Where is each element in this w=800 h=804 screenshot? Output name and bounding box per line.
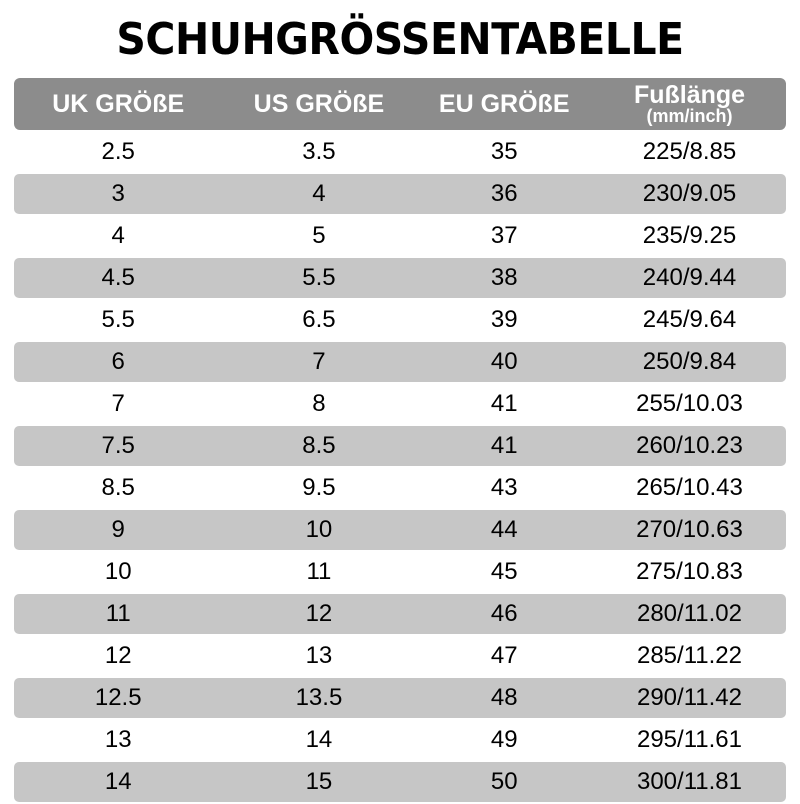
table-cell: 4.5: [14, 258, 222, 298]
table-cell: 40: [415, 342, 593, 382]
column-header-foot-length-label: Fußlänge: [633, 80, 746, 109]
table-cell: 13.5: [222, 678, 415, 718]
table-cell: 45: [415, 552, 593, 592]
table-row: [14, 636, 786, 676]
table-cell: 6: [14, 342, 222, 382]
table-cell: 39: [415, 300, 593, 340]
table-cell: 14: [222, 720, 415, 760]
table-row: [14, 510, 786, 550]
table-cell: 37: [415, 216, 593, 256]
table-cell: 7: [222, 342, 415, 382]
table-cell: 50: [415, 762, 593, 802]
table-header: [14, 78, 786, 130]
table-cell: 2.5: [14, 132, 222, 172]
table-cell: 9.5: [222, 468, 415, 508]
table-cell: 10: [14, 552, 222, 592]
table-cell: 49: [415, 720, 593, 760]
table-cell: 240/9.44: [593, 258, 786, 298]
column-header-us-label: US GRÖßE: [253, 89, 385, 118]
size-conversion-table: [14, 76, 786, 804]
table-cell: 43: [415, 468, 593, 508]
column-header-eu-label: EU GRÖßE: [438, 89, 570, 118]
table-row: [14, 426, 786, 466]
table-row: [14, 468, 786, 508]
table-cell: 12.5: [14, 678, 222, 718]
table-row: [14, 342, 786, 382]
table-cell: 5.5: [222, 258, 415, 298]
table-row: [14, 384, 786, 424]
table-cell: 3: [14, 174, 222, 214]
table-cell: 12: [14, 636, 222, 676]
table-cell: 46: [415, 594, 593, 634]
table-cell: 7: [14, 384, 222, 424]
table-row: [14, 216, 786, 256]
table-cell: 38: [415, 258, 593, 298]
table-cell: 7.5: [14, 426, 222, 466]
table-cell: 9: [14, 510, 222, 550]
table-cell: 245/9.64: [593, 300, 786, 340]
table-cell: 35: [415, 132, 593, 172]
table-row: [14, 720, 786, 760]
table-cell: 11: [14, 594, 222, 634]
table-body: [14, 132, 786, 802]
table-cell: 3.5: [222, 132, 415, 172]
table-cell: 15: [222, 762, 415, 802]
column-header-uk: [14, 78, 222, 130]
table-cell: 5.5: [14, 300, 222, 340]
table-cell: 13: [14, 720, 222, 760]
table-cell: 10: [222, 510, 415, 550]
table-cell: 6.5: [222, 300, 415, 340]
table-cell: 4: [222, 174, 415, 214]
table-row: [14, 552, 786, 592]
table-row: [14, 300, 786, 340]
table-cell: 41: [415, 426, 593, 466]
table-header-row: [14, 78, 786, 130]
table-row: [14, 762, 786, 802]
table-cell: 8: [222, 384, 415, 424]
table-cell: 47: [415, 636, 593, 676]
column-header-us: [222, 78, 415, 130]
table-cell: 41: [415, 384, 593, 424]
table-cell: 265/10.43: [593, 468, 786, 508]
table-cell: 4: [14, 216, 222, 256]
table-row: [14, 132, 786, 172]
table-cell: 275/10.83: [593, 552, 786, 592]
table-cell: 295/11.61: [593, 720, 786, 760]
table-cell: 290/11.42: [593, 678, 786, 718]
table-row: [14, 174, 786, 214]
column-header-uk-label: UK GRÖßE: [52, 89, 185, 118]
table-cell: 8.5: [222, 426, 415, 466]
table-cell: 12: [222, 594, 415, 634]
table-cell: 280/11.02: [593, 594, 786, 634]
table-cell: 270/10.63: [593, 510, 786, 550]
table-cell: 250/9.84: [593, 342, 786, 382]
table-row: [14, 258, 786, 298]
table-cell: 5: [222, 216, 415, 256]
table-cell: 285/11.22: [593, 636, 786, 676]
table-cell: 13: [222, 636, 415, 676]
table-cell: 44: [415, 510, 593, 550]
table-cell: 300/11.81: [593, 762, 786, 802]
column-header-foot-length-unit: (mm/inch): [646, 106, 733, 127]
table-cell: 14: [14, 762, 222, 802]
table-cell: 235/9.25: [593, 216, 786, 256]
table-cell: 255/10.03: [593, 384, 786, 424]
column-header-foot-length: [593, 78, 786, 130]
column-header-eu: [415, 78, 593, 130]
table-cell: 48: [415, 678, 593, 718]
table-cell: 225/8.85: [593, 132, 786, 172]
table-cell: 36: [415, 174, 593, 214]
table-cell: 8.5: [14, 468, 222, 508]
page-title: SCHUHGRÖSSENTABELLE: [116, 14, 684, 65]
table-cell: 230/9.05: [593, 174, 786, 214]
table-row: [14, 678, 786, 718]
table-row: [14, 594, 786, 634]
table-cell: 11: [222, 552, 415, 592]
table-cell: 260/10.23: [593, 426, 786, 466]
